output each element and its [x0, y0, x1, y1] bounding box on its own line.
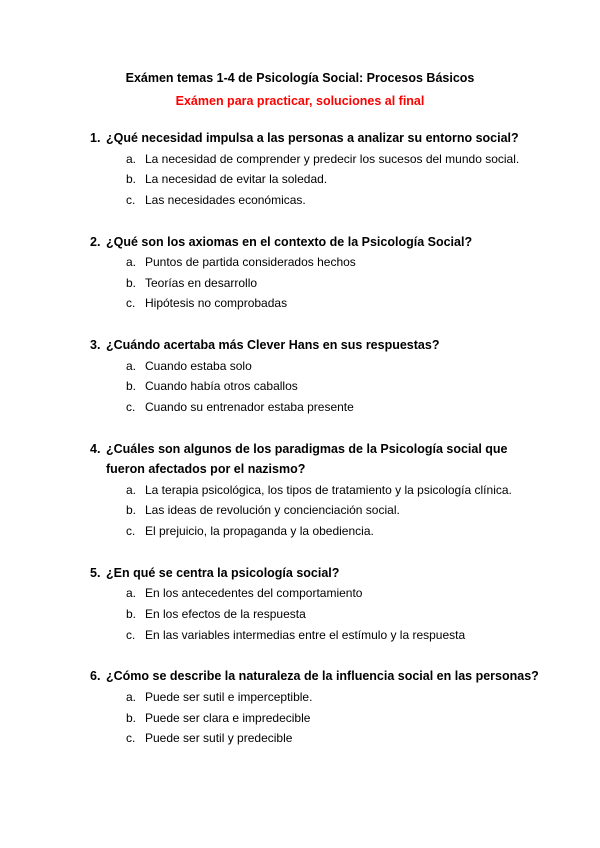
option-text: Las ideas de revolución y concienciación social. — [145, 503, 400, 518]
option-letter: b. — [126, 606, 137, 621]
question-list — [0, 128, 600, 770]
option-letter: a. — [126, 689, 137, 704]
option-text: La terapia psicológica, los tipos de tratamiento y la psicología clínica. — [145, 482, 512, 497]
option-letter: c. — [126, 192, 136, 207]
option-b — [0, 376, 600, 397]
question-1 — [0, 128, 600, 211]
option-list — [0, 252, 600, 314]
option-letter: b. — [126, 275, 137, 290]
option-b — [0, 273, 600, 294]
option-letter: b. — [126, 172, 137, 187]
option-b — [0, 169, 600, 190]
option-a — [0, 252, 600, 273]
question-number: 5. — [90, 565, 101, 580]
option-c — [0, 293, 600, 314]
option-a — [0, 480, 600, 501]
option-letter: c. — [126, 627, 136, 642]
question-text: ¿Cuáles son algunos de los paradigmas de la Psicología social que fueron afectados por el nazismo? — [106, 441, 508, 477]
option-text: Cuando había otros caballos — [145, 379, 298, 394]
option-text: En las variables intermedias entre el estímulo y la respuesta — [145, 627, 466, 642]
question-text: ¿Cuándo acertaba más Clever Hans en sus respuestas? — [106, 338, 440, 353]
option-a — [0, 356, 600, 377]
question-2 — [0, 232, 600, 315]
option-text: Puntos de partida considerados hechos — [145, 255, 356, 270]
question-number: 3. — [90, 338, 101, 353]
option-c — [0, 397, 600, 418]
option-c — [0, 190, 600, 211]
option-letter: a. — [126, 151, 137, 166]
question-number: 4. — [90, 441, 101, 456]
option-letter: c. — [126, 296, 136, 311]
question-5 — [0, 563, 600, 646]
option-a — [0, 687, 600, 708]
question-text: ¿Qué son los axiomas en el contexto de la Psicología Social? — [106, 234, 473, 249]
option-letter: a. — [126, 255, 137, 270]
question-text: ¿Cómo se describe la naturaleza de la influencia social en las personas? — [106, 669, 539, 684]
option-text: Puede ser clara e impredecible — [145, 710, 311, 725]
question-number: 1. — [90, 131, 101, 145]
question-4 — [0, 439, 600, 542]
option-text: Las necesidades económicas. — [145, 192, 306, 207]
option-letter: b. — [126, 379, 137, 394]
option-text: Hipótesis no comprobadas — [145, 296, 288, 311]
option-text: Puede ser sutil y predecible — [145, 731, 293, 746]
option-b — [0, 604, 600, 625]
option-c — [0, 625, 600, 646]
option-a — [0, 583, 600, 604]
option-a — [0, 149, 600, 170]
option-text: En los efectos de la respuesta — [145, 606, 306, 621]
question-6 — [0, 666, 600, 749]
option-list — [0, 356, 600, 418]
option-text: Puede ser sutil e imperceptible. — [145, 689, 313, 704]
option-letter: c. — [126, 731, 136, 746]
option-text: Cuando su entrenador estaba presente — [145, 400, 354, 414]
option-text: La necesidad de evitar la soledad. — [145, 172, 328, 187]
option-c — [0, 728, 600, 749]
page-title: Exámen temas 1-4 de Psicología Social: Procesos Básicos — [125, 71, 475, 85]
question-text: ¿Qué necesidad impulsa a las personas a analizar su entorno social? — [106, 131, 519, 145]
page-subtitle: Exámen para practicar, soluciones al final — [175, 94, 425, 108]
option-list — [0, 480, 600, 542]
option-letter: b. — [126, 503, 137, 518]
option-b — [0, 500, 600, 521]
option-letter: c. — [126, 524, 136, 539]
option-list — [0, 149, 600, 211]
option-text: En los antecedentes del comportamiento — [145, 586, 363, 601]
option-text: Cuando estaba solo — [145, 358, 252, 373]
option-list — [0, 687, 600, 749]
option-list — [0, 583, 600, 645]
option-letter: a. — [126, 586, 137, 601]
option-b — [0, 708, 600, 729]
option-text: La necesidad de comprender y predecir los sucesos del mundo social. — [145, 151, 520, 166]
option-text: El prejuicio, la propaganda y la obediencia. — [145, 524, 374, 539]
question-text: ¿En qué se centra la psicología social? — [106, 565, 340, 580]
question-number: 6. — [90, 669, 101, 684]
question-number: 2. — [90, 234, 101, 249]
option-c — [0, 521, 600, 542]
option-letter: b. — [126, 710, 137, 725]
option-letter: a. — [126, 358, 137, 373]
option-letter: c. — [126, 400, 136, 414]
option-letter: a. — [126, 482, 137, 497]
question-3 — [0, 335, 600, 418]
option-text: Teorías en desarrollo — [145, 275, 258, 290]
